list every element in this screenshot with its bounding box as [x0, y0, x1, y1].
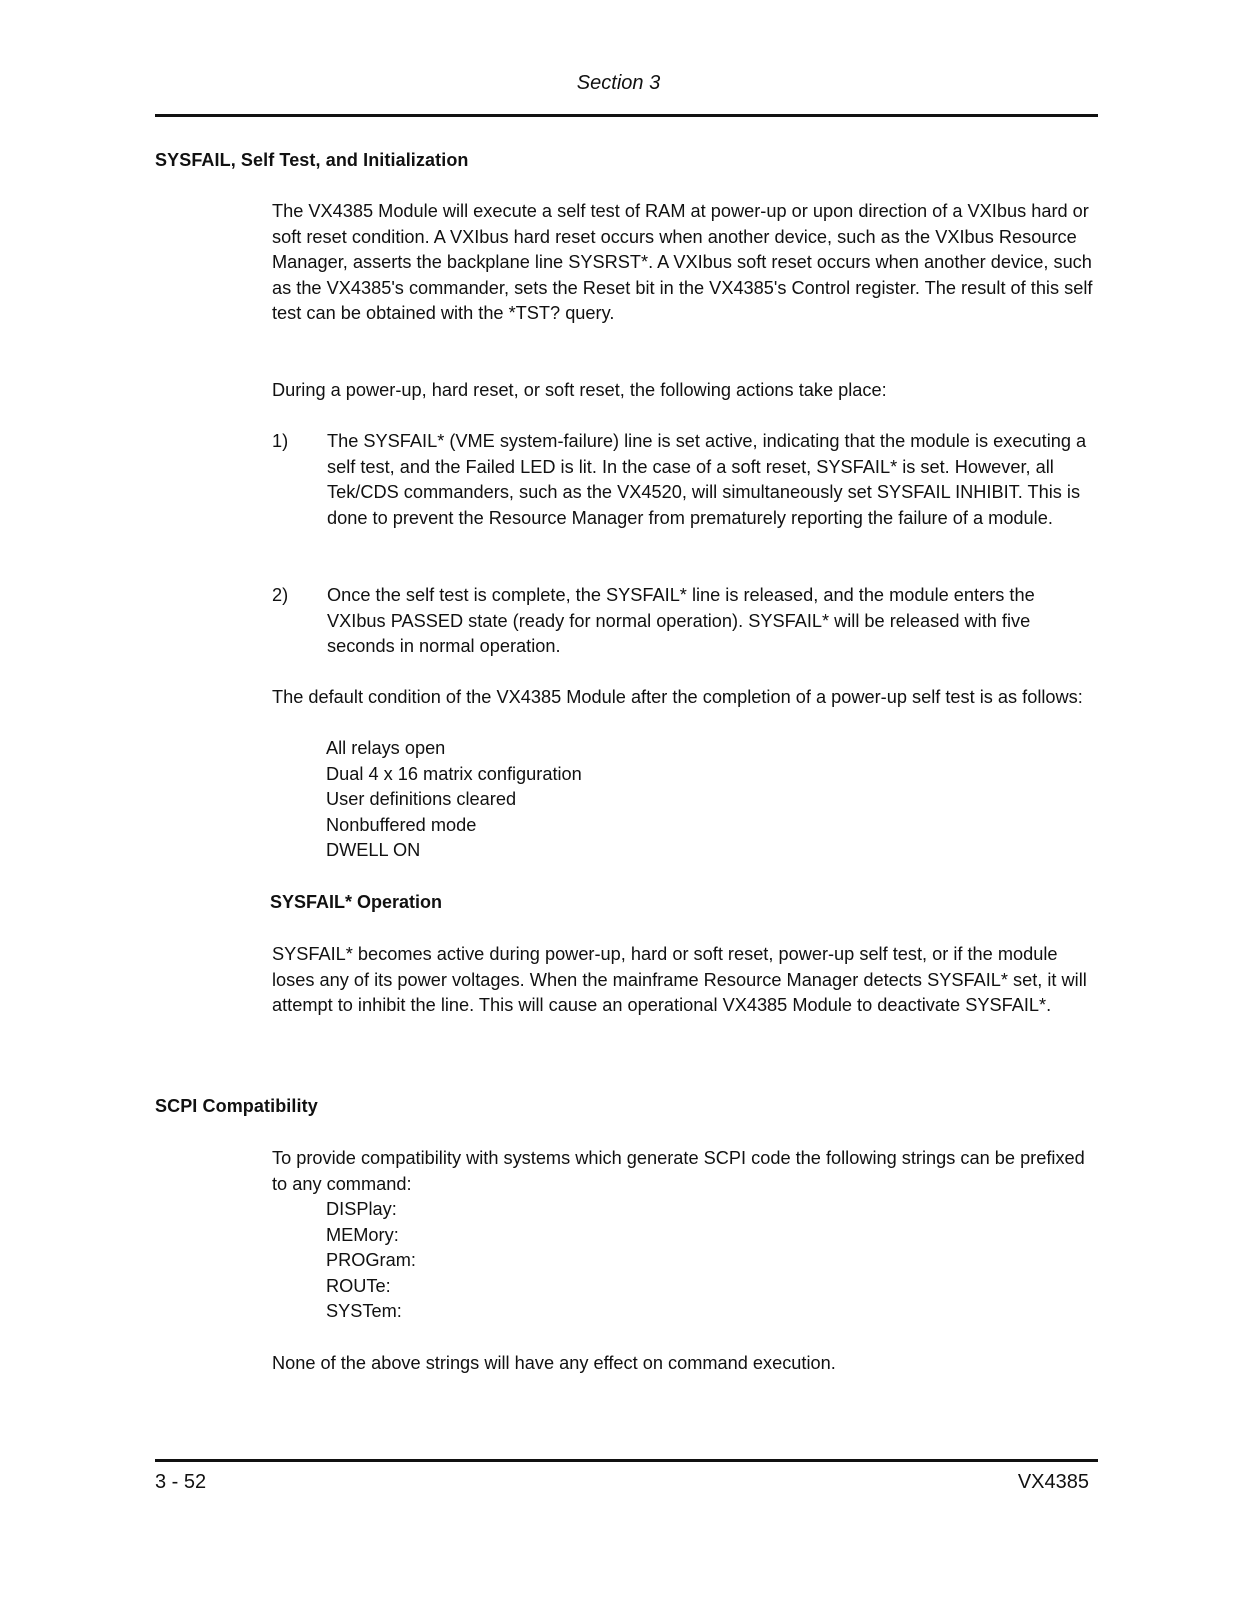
default-condition-item: DWELL ON [326, 840, 421, 861]
default-condition-item: User definitions cleared [326, 789, 517, 810]
footer-divider [155, 1459, 1098, 1462]
list-item-text: Once the self test is complete, the SYSFAIL* line is released, and the module enters the VXIbus PASSED state (ready for normal operation). SYSFAIL* will be released with five seconds in normal operation. [327, 585, 1035, 657]
default-condition-item: All relays open [326, 738, 446, 758]
paragraph-scpi-note: None of the above strings will have any effect on command execution. [272, 1353, 836, 1373]
header-divider [155, 114, 1098, 117]
default-condition-item: Dual 4 x 16 matrix configuration [326, 763, 582, 784]
paragraph-scpi-intro: To provide compatibility with systems which generate SCPI code the following strings can be prefixed to any command: [272, 1148, 1085, 1194]
scpi-prefix-item: MEMory: [326, 1224, 399, 1245]
paragraph-reset-actions-intro: During a power-up, hard reset, or soft reset, the following actions take place: [272, 380, 887, 400]
list-item-1 [272, 429, 1098, 531]
list-item-2 [272, 583, 1098, 660]
scpi-prefix-item: SYSTem: [326, 1301, 402, 1322]
scpi-prefix-item: PROGram: [326, 1250, 416, 1271]
list-item-number: 1) [272, 431, 289, 451]
page-number: 3 - 52 [155, 1471, 207, 1493]
paragraph-default-condition: The default condition of the VX4385 Module after the completion of a power-up self test is as follows: [272, 687, 1083, 707]
scpi-prefix-item: DISPlay: [326, 1199, 397, 1219]
default-conditions-list [326, 736, 582, 864]
scpi-prefix-item: ROUTe: [326, 1275, 391, 1296]
list-item-number: 2) [272, 585, 289, 605]
list-item-text: The SYSFAIL* (VME system-failure) line is set active, indicating that the module is executing a self test, and the Failed LED is lit. In the case of a soft reset, SYSFAIL* is set. However, all Tek/CDS commanders, such as the VX4520, will simultaneously set SYSFAIL INHIBIT. This is done to prevent the Resource Manager from prematurely reporting the failure of a module. [327, 431, 1087, 528]
heading-scpi-compatibility: SCPI Compatibility [155, 1096, 318, 1116]
paragraph-self-test-intro: The VX4385 Module will execute a self test of RAM at power-up or upon direction of a VXIbus hard or soft reset condition. A VXIbus hard reset occurs when another device, such as the VXIbus Resource Manager, asserts the backplane line SYSRST*. A VXIbus soft reset occurs when another device, such as the VX4385's commander, sets the Reset bit in the VX4385's Control register. The result of this self test can be obtained with the *TST? query. [272, 201, 1093, 324]
subheading-sysfail-operation: SYSFAIL* Operation [270, 892, 443, 912]
page-header-section: Section 3 [576, 72, 661, 94]
product-name: VX4385 [1017, 1471, 1089, 1493]
heading-sysfail-self-test: SYSFAIL, Self Test, and Initialization [155, 150, 469, 170]
default-condition-item: Nonbuffered mode [326, 814, 477, 835]
paragraph-sysfail-operation: SYSFAIL* becomes active during power-up, hard or soft reset, power-up self test, or if the module loses any of its power voltages. When the mainframe Resource Manager detects SYSFAIL* set, it will attempt to inhibit the line. This will cause an operational VX4385 Module to deactivate SYSFAIL*. [272, 944, 1087, 1016]
scpi-prefix-list [326, 1197, 416, 1325]
